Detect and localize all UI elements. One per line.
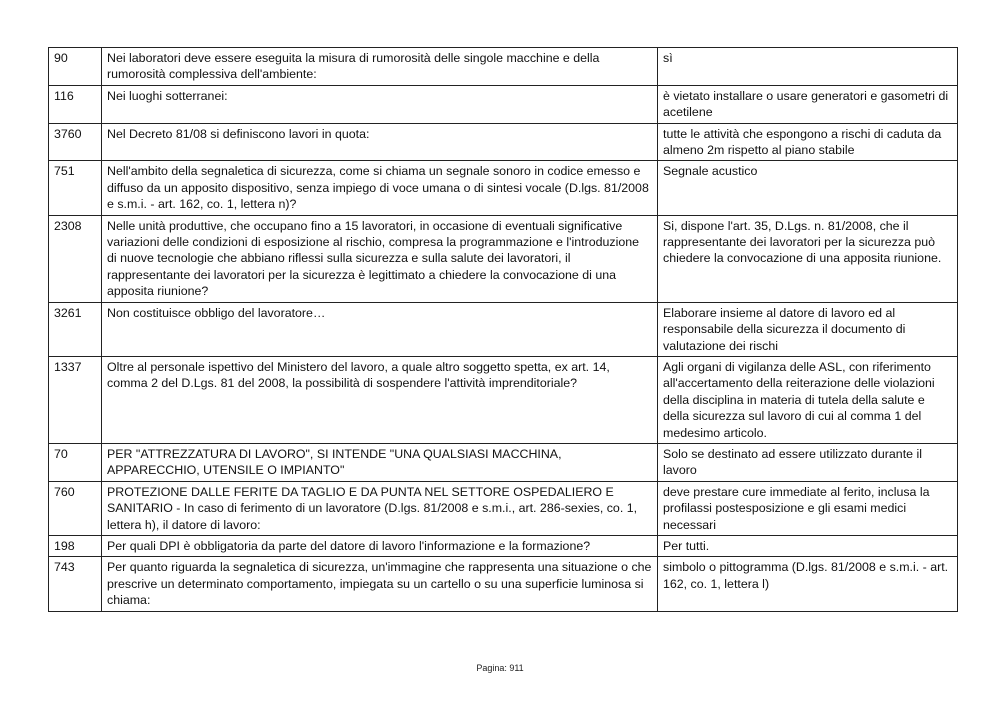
row-question: Nell'ambito della segnaletica di sicurezza, come si chiama un segnale sonoro in codice emesso e diffuso da un apposito dispositivo, senza impiego di voce umana o di sintesi vocale (D.lgs. 81/2008 e s.m.i. - art. 162, co. 1, lettera n)? xyxy=(102,161,658,215)
row-id: 3760 xyxy=(49,123,102,161)
row-id: 70 xyxy=(49,443,102,481)
row-question: Per quali DPI è obbligatoria da parte del datore di lavoro l'informazione e la formazione? xyxy=(102,535,658,556)
table-row xyxy=(49,85,958,123)
row-answer: tutte le attività che espongono a rischi di caduta da almeno 2m rispetto al piano stabile xyxy=(658,123,958,161)
row-answer: simbolo o pittogramma (D.lgs. 81/2008 e s.m.i. - art. 162, co. 1, lettera l) xyxy=(658,557,958,611)
row-id: 760 xyxy=(49,481,102,535)
row-answer: Segnale acustico xyxy=(658,161,958,215)
table-row xyxy=(49,481,958,535)
table-row xyxy=(49,535,958,556)
row-id: 2308 xyxy=(49,215,102,302)
row-question: PER "ATTREZZATURA DI LAVORO", SI INTENDE "UNA QUALSIASI MACCHINA, APPARECCHIO, UTENSILE O IMPIANTO" xyxy=(102,443,658,481)
row-answer: Si, dispone l'art. 35, D.Lgs. n. 81/2008, che il rappresentante dei lavoratori per la sicurezza può chiedere la convocazione di una apposita riunione. xyxy=(658,215,958,302)
row-id: 198 xyxy=(49,535,102,556)
row-id: 3261 xyxy=(49,302,102,356)
row-answer: deve prestare cure immediate al ferito, inclusa la profilassi postesposizione e gli esami medici necessari xyxy=(658,481,958,535)
table-row xyxy=(49,215,958,302)
qa-table xyxy=(48,47,958,612)
row-question: Nelle unità produttive, che occupano fino a 15 lavoratori, in occasione di eventuali significative variazioni delle condizioni di esposizione al rischio, compresa la programmazione e l'introduzione di nuove tecnologie che abbiano riflessi sulla sicurezza e sulla salute dei lavoratori, il rappresentante dei lavoratori per la sicurezza è legittimato a chiedere la convocazione di una apposita riunione? xyxy=(102,215,658,302)
row-question: Oltre al personale ispettivo del Ministero del lavoro, a quale altro soggetto spetta, ex art. 14, comma 2 del D.Lgs. 81 del 2008, la possibilità di sospendere l'attività imprenditoriale? xyxy=(102,356,658,443)
page-number: Pagina: 911 xyxy=(476,663,524,673)
row-answer: Agli organi di vigilanza delle ASL, con riferimento all'accertamento della reiterazione delle violazioni della disciplina in materia di tutela della salute e della sicurezza sul lavoro di cui al comma 1 del medesimo articolo. xyxy=(658,356,958,443)
row-question: Nei luoghi sotterranei: xyxy=(102,85,658,123)
row-id: 751 xyxy=(49,161,102,215)
row-answer: Per tutti. xyxy=(658,535,958,556)
row-question: Nel Decreto 81/08 si definiscono lavori in quota: xyxy=(102,123,658,161)
row-answer: Elaborare insieme al datore di lavoro ed al responsabile della sicurezza il documento di valutazione dei rischi xyxy=(658,302,958,356)
row-question: Per quanto riguarda la segnaletica di sicurezza, un'immagine che rappresenta una situazione o che prescrive un determinato comportamento, impiegata su un cartello o su una superficie luminosa si chiama: xyxy=(102,557,658,611)
table-row xyxy=(49,557,958,611)
row-id: 116 xyxy=(49,85,102,123)
row-id: 1337 xyxy=(49,356,102,443)
row-question: PROTEZIONE DALLE FERITE DA TAGLIO E DA PUNTA NEL SETTORE OSPEDALIERO E SANITARIO - In caso di ferimento di un lavoratore (D.lgs. 81/2008 e s.m.i., art. 286-sexies, co. 1, lettera h), il datore di lavoro: xyxy=(102,481,658,535)
row-question: Non costituisce obbligo del lavoratore… xyxy=(102,302,658,356)
table-row xyxy=(49,161,958,215)
row-answer: è vietato installare o usare generatori e gasometri di acetilene xyxy=(658,85,958,123)
row-question: Nei laboratori deve essere eseguita la misura di rumorosità delle singole macchine e della rumorosità complessiva dell'ambiente: xyxy=(102,48,658,86)
table-row xyxy=(49,302,958,356)
table-row xyxy=(49,123,958,161)
row-id: 743 xyxy=(49,557,102,611)
row-answer: sì xyxy=(658,48,958,86)
row-answer: Solo se destinato ad essere utilizzato durante il lavoro xyxy=(658,443,958,481)
table-row xyxy=(49,356,958,443)
row-id: 90 xyxy=(49,48,102,86)
table-row xyxy=(49,48,958,86)
table-row xyxy=(49,443,958,481)
